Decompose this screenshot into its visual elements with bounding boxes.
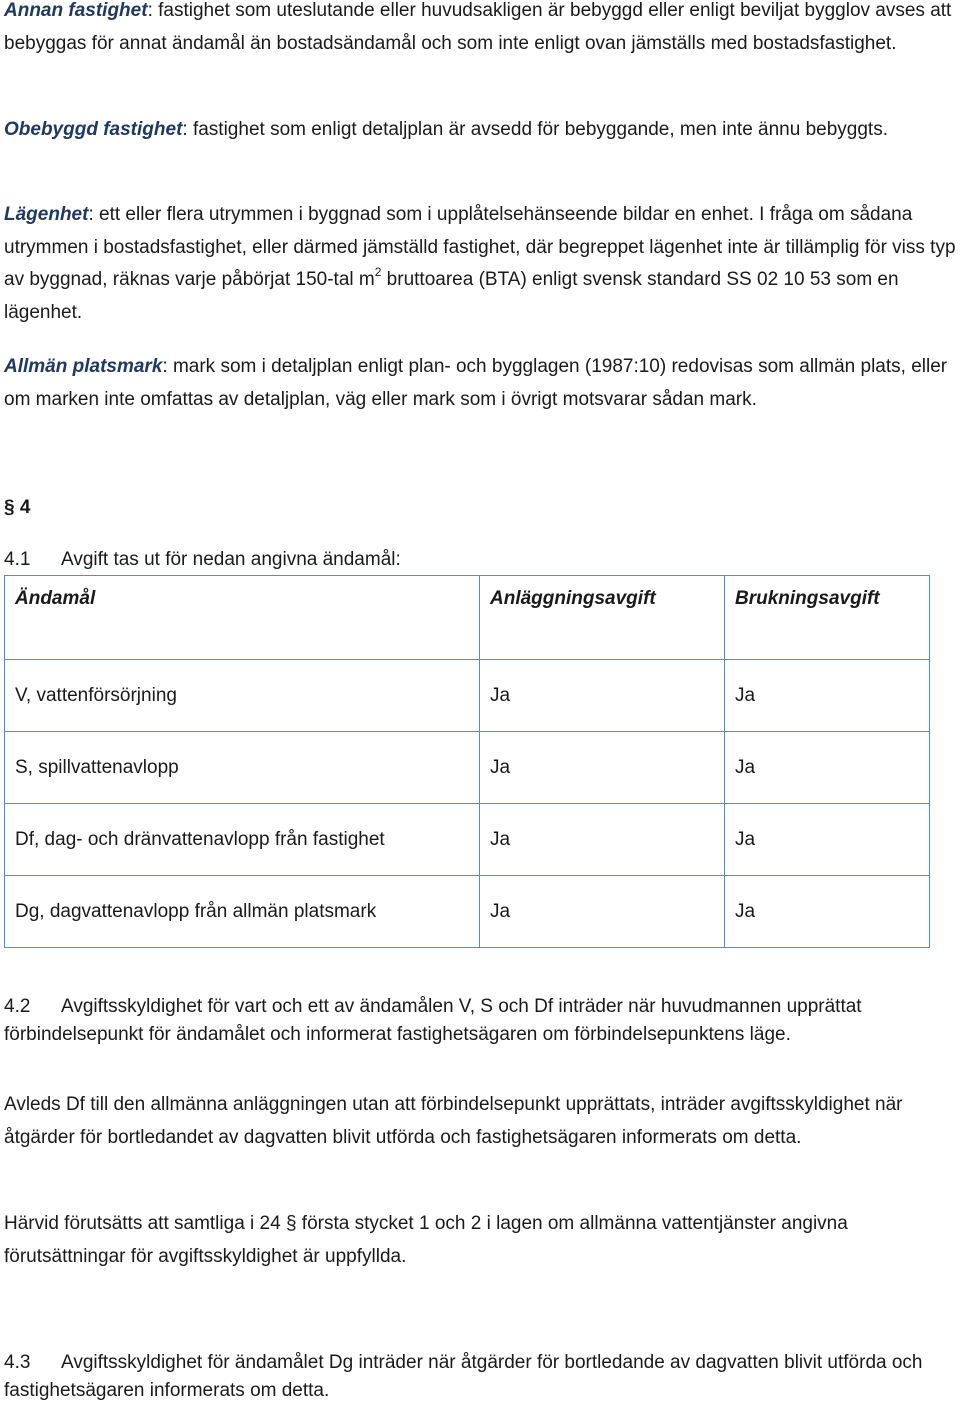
paragraph-4-2-second: Avleds Df till den allmänna anläggningen utan att förbindelsepunkt upprättats, inträder avgiftsskyldighet när åtgärder för bortledandet av dagvatten blivit utförda och fastighetsägaren informerats om detta. — [4, 1094, 903, 1148]
definition-obebyggd-fastighet — [4, 114, 958, 147]
section-heading: § 4 — [4, 497, 31, 518]
fee-purpose-table — [4, 575, 930, 948]
paragraph-number: 4.3 — [4, 1352, 31, 1373]
paragraph-text: Avgiftsskyldighet för ändamålet Dg inträder när åtgärder för bortledande av dagvatten blivit utförda och fastighetsägaren informerats om detta. — [4, 1352, 923, 1401]
definition-text: : mark som i detaljplan enligt plan- och bygglagen (1987:10) redovisas som allmän plats, eller om marken inte omfattas av detaljplan, väg eller mark som i övrigt motsvarar sådan mark. — [4, 356, 948, 410]
definition-annan-fastighet — [4, 0, 958, 60]
paragraph-4-1 — [4, 546, 958, 574]
table-cell: Ja — [725, 804, 930, 876]
definition-text: : fastighet som uteslutande eller huvudsakligen är bebyggd eller enligt beviljat bygglov avses att bebyggas för annat ändamål än bostadsändamål och som inte enligt ovan jämställs med bostadsfastighet. — [4, 0, 952, 54]
paragraph-4-3 — [4, 1349, 958, 1405]
table-cell: Ja — [725, 660, 930, 732]
table-cell: Ja — [480, 804, 725, 876]
table-row — [5, 732, 930, 804]
paragraph-number: 4.2 — [4, 996, 31, 1017]
paragraph-text: Avgiftsskyldighet för vart och ett av ändamålen V, S och Df inträder när huvudmannen upprättat förbindelsepunkt för ändamålet och informerat fastighetsägaren om förbindelsepunktens läge. — [4, 996, 862, 1045]
term: Lägenhet — [4, 204, 89, 225]
table-row — [5, 804, 930, 876]
paragraph-number: 4.1 — [4, 549, 31, 570]
table-cell: Ja — [480, 876, 725, 948]
definition-allman-platsmark — [4, 351, 958, 416]
paragraph-4-2-third: Härvid förutsätts att samtliga i 24 § första stycket 1 och 2 i lagen om allmänna vattentjänster angivna förutsättningar för avgiftsskyldighet är uppfyllda. — [4, 1213, 848, 1267]
definition-text-cont: bruttoarea (BTA) enligt svensk standard SS 02 10 53 som en lägenhet. — [4, 269, 899, 323]
table-cell: Ja — [480, 660, 725, 732]
table-header-row — [5, 576, 930, 660]
definition-lagenhet — [4, 199, 958, 329]
term: Obebyggd fastighet — [4, 119, 183, 140]
term: Annan fastighet — [4, 0, 148, 21]
table-cell: S, spillvattenavlopp — [5, 732, 480, 804]
table-cell: V, vattenförsörjning — [5, 660, 480, 732]
header-brukningsavgift: Brukningsavgift — [725, 576, 930, 660]
superscript: 2 — [374, 264, 382, 279]
table-cell: Df, dag- och dränvattenavlopp från fastighet — [5, 804, 480, 876]
header-anlaggningsavgift: Anläggningsavgift — [480, 576, 725, 660]
definition-text: : fastighet som enligt detaljplan är avsedd för bebyggande, men inte ännu bebyggts. — [182, 119, 888, 140]
table-row — [5, 660, 930, 732]
table-cell: Dg, dagvattenavlopp från allmän platsmark — [5, 876, 480, 948]
table-row — [5, 876, 930, 948]
table-cell: Ja — [480, 732, 725, 804]
definition-text: : ett eller flera utrymmen i byggnad som i upplåtelsehänseende bildar en enhet. I fråga om sådana utrymmen i bostadsfastighet, eller därmed jämställd fastighet, där begreppet lägenhet inte är tillämplig för viss typ av byggnad, räknas varje påbörjat 150-tal m — [4, 204, 956, 290]
table-cell: Ja — [725, 732, 930, 804]
paragraph-4-2 — [4, 993, 958, 1049]
paragraph-text: Avgift tas ut för nedan angivna ändamål: — [61, 549, 401, 570]
table-cell: Ja — [725, 876, 930, 948]
header-andamal: Ändamål — [5, 576, 480, 660]
term: Allmän platsmark — [4, 356, 163, 377]
